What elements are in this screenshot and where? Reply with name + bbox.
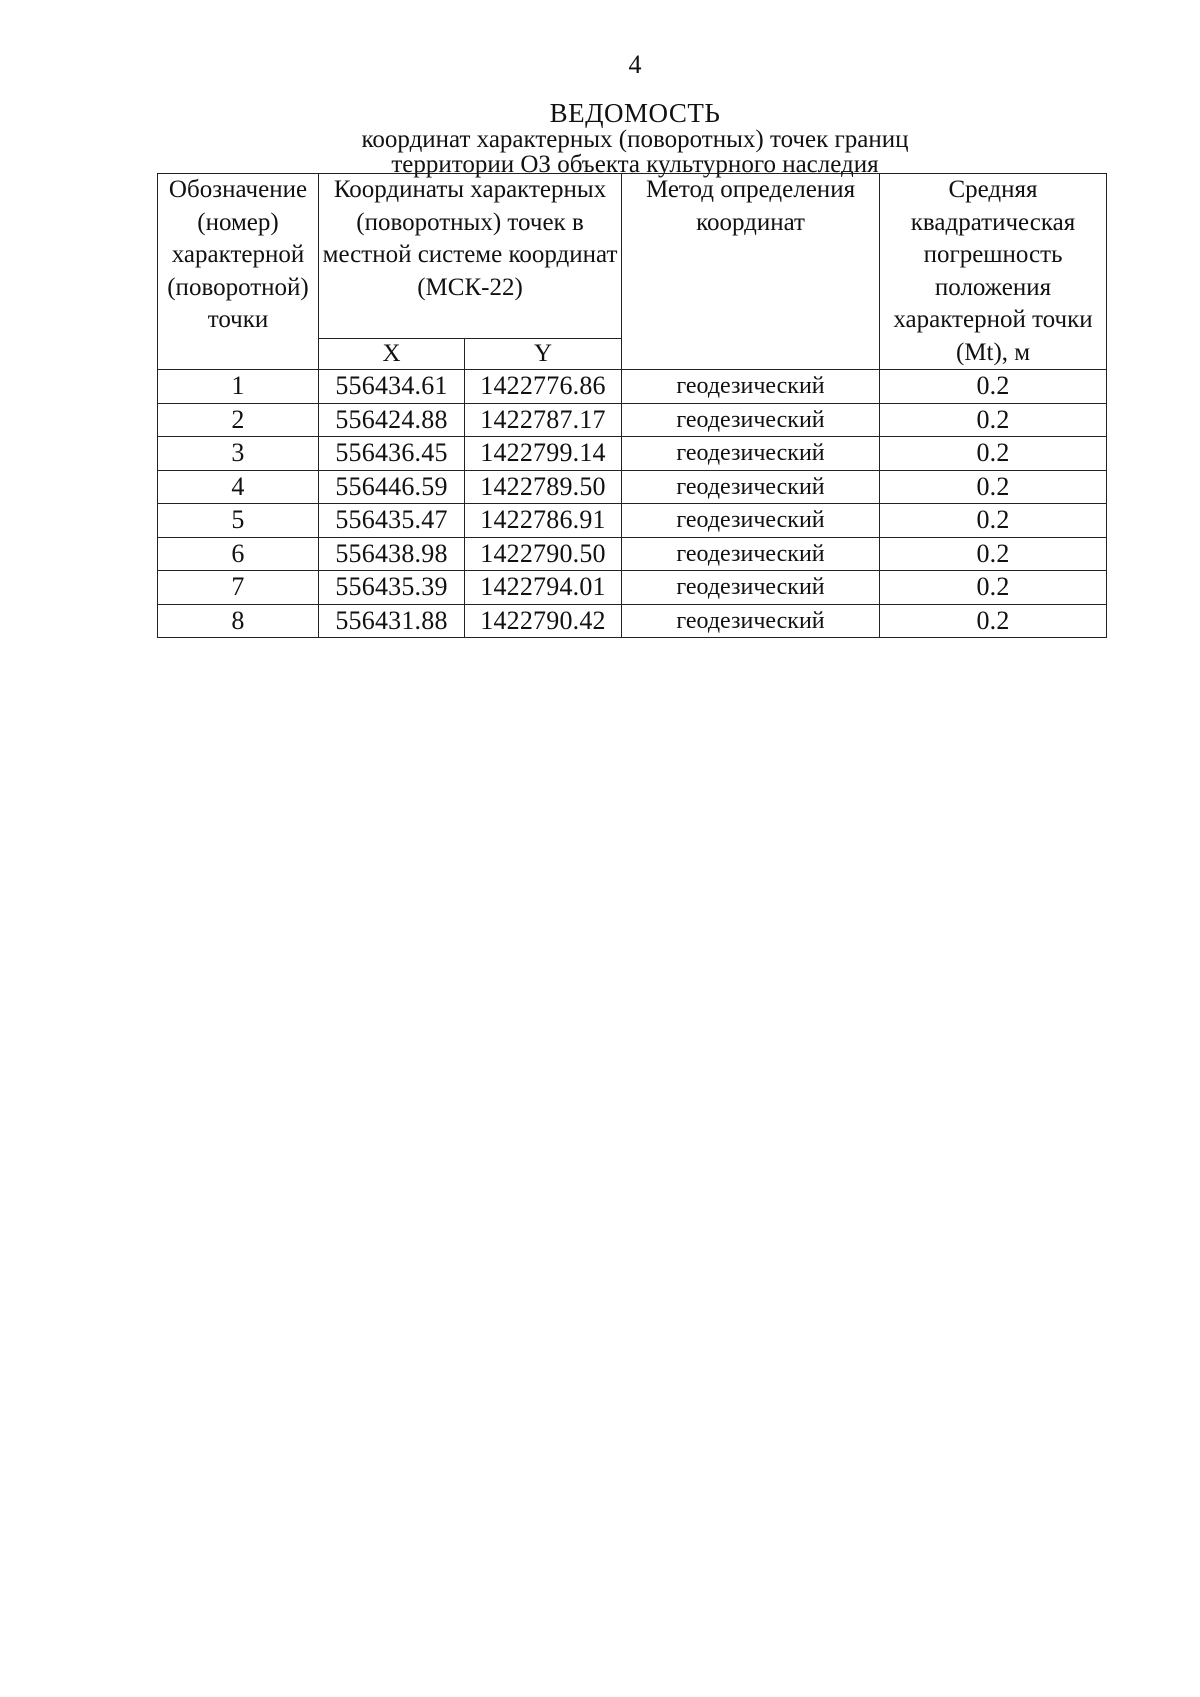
cell-point-number: 5 (158, 504, 319, 538)
table-body (158, 370, 1107, 638)
coordinates-table (157, 173, 1107, 638)
cell-error: 0.2 (880, 370, 1107, 404)
cell-method: геодезический (622, 437, 880, 471)
cell-point-number: 4 (158, 470, 319, 504)
title-line-1: координат характерных (поворотных) точек границ (361, 126, 909, 153)
title-line-2: территории ОЗ объекта культурного наследия (391, 151, 879, 178)
cell-y: 1422790.50 (465, 537, 622, 571)
cell-x: 556436.45 (319, 437, 465, 471)
table-row (158, 403, 1107, 437)
cell-error: 0.2 (880, 504, 1107, 538)
header-coordinates: Координаты характерных (поворотных) точек в местной системе координат (МСК-22) (319, 174, 622, 339)
cell-method: геодезический (622, 537, 880, 571)
table-row (158, 437, 1107, 471)
cell-y: 1422776.86 (465, 370, 622, 404)
page-number: 4 (628, 50, 642, 79)
cell-method: геодезический (622, 403, 880, 437)
cell-point-number: 2 (158, 403, 319, 437)
cell-x: 556446.59 (319, 470, 465, 504)
cell-point-number: 1 (158, 370, 319, 404)
header-y: Y (465, 339, 622, 370)
cell-point-number: 3 (158, 437, 319, 471)
cell-error: 0.2 (880, 437, 1107, 471)
table-row (158, 370, 1107, 404)
cell-method: геодезический (622, 370, 880, 404)
cell-point-number: 6 (158, 537, 319, 571)
cell-error: 0.2 (880, 571, 1107, 605)
cell-x: 556438.98 (319, 537, 465, 571)
cell-method: геодезический (622, 604, 880, 638)
cell-y: 1422794.01 (465, 571, 622, 605)
cell-x: 556424.88 (319, 403, 465, 437)
cell-x: 556431.88 (319, 604, 465, 638)
cell-error: 0.2 (880, 537, 1107, 571)
cell-error: 0.2 (880, 403, 1107, 437)
cell-error: 0.2 (880, 470, 1107, 504)
table-row (158, 604, 1107, 638)
cell-point-number: 8 (158, 604, 319, 638)
table-header (158, 174, 1107, 370)
document-title (0, 100, 1200, 177)
cell-y: 1422789.50 (465, 470, 622, 504)
table-row (158, 470, 1107, 504)
cell-method: геодезический (622, 504, 880, 538)
cell-method: геодезический (622, 571, 880, 605)
header-error: Средняя квадратическая погрешность положения характерной точки (Mt), м (880, 174, 1107, 370)
cell-method: геодезический (622, 470, 880, 504)
cell-y: 1422787.17 (465, 403, 622, 437)
cell-x: 556434.61 (319, 370, 465, 404)
table-row (158, 571, 1107, 605)
header-point-number: Обозначение (номер) характерной (поворотной) точки (158, 174, 319, 370)
cell-point-number: 7 (158, 571, 319, 605)
table-row (158, 504, 1107, 538)
cell-y: 1422790.42 (465, 604, 622, 638)
cell-x: 556435.39 (319, 571, 465, 605)
cell-y: 1422786.91 (465, 504, 622, 538)
cell-y: 1422799.14 (465, 437, 622, 471)
cell-x: 556435.47 (319, 504, 465, 538)
cell-error: 0.2 (880, 604, 1107, 638)
header-x: X (319, 339, 465, 370)
table-row (158, 537, 1107, 571)
header-method: Метод определения координат (622, 174, 880, 370)
title-main: ВЕДОМОСТЬ (549, 98, 721, 128)
